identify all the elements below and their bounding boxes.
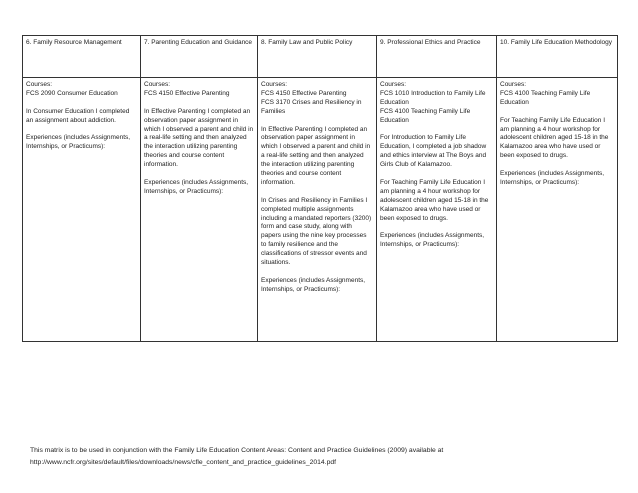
content-cell-10 bbox=[497, 78, 618, 342]
content-row bbox=[23, 78, 618, 342]
cell-paragraph: Courses: FCS 4150 Effective Parenting bbox=[144, 81, 230, 97]
cell-paragraph: Courses: FCS 4150 Effective Parenting FCS 3170 Crises and Resiliency in Families bbox=[261, 81, 362, 115]
cell-paragraph: For Teaching Family Life Education I am planning a 4 hour workshop for adolescent children aged 15-18 in the Kalamazoo area who have used or been exposed to drugs. bbox=[380, 178, 489, 222]
footnote-text: This matrix is to be used in conjunction with the Family Life Education Content Areas: Content and Practice Guidelines (2009) available at bbox=[30, 447, 444, 454]
header-cell-10: 10. Family Life Education Methodology bbox=[497, 36, 618, 78]
cell-paragraph: Courses: FCS 4100 Teaching Family Life Education bbox=[500, 81, 591, 106]
content-cell-7 bbox=[141, 78, 258, 342]
cell-paragraph: For Introduction to Family Life Education, I completed a job shadow and ethics interview at The Boys and Girls Club of Kalamazoo. bbox=[380, 134, 487, 169]
footnote bbox=[30, 445, 610, 469]
footnote-url[interactable]: http://www.ncfr.org/sites/default/files/downloads/news/cfle_content_and_practice_guidelines_2014.pdf bbox=[30, 459, 337, 466]
cell-paragraph: Experiences (includes Assignments, Internships, or Practicums): bbox=[144, 178, 249, 195]
cell-paragraph: Experiences (includes Assignments, Internships, or Practicums): bbox=[380, 232, 485, 249]
content-cell-6 bbox=[23, 78, 141, 342]
cell-paragraph: In Effective Parenting I completed an observation paper assignment in which I observed a parent and child in a real-life setting and then analyzed the interaction utilizing parenting theories and course content information. bbox=[144, 107, 254, 169]
cell-paragraph: Experiences (includes Assignments, Internships, or Practicums): bbox=[500, 170, 605, 186]
header-row bbox=[23, 36, 618, 78]
header-cell-8: 8. Family Law and Public Policy bbox=[258, 36, 377, 78]
content-cell-9 bbox=[377, 78, 497, 342]
content-areas-matrix bbox=[22, 35, 618, 342]
cell-paragraph: Experiences (includes Assignments, Internships, or Practicums): bbox=[261, 276, 366, 293]
header-cell-6: 6. Family Resource Management bbox=[23, 36, 141, 78]
cell-paragraph: In Crises and Resiliency in Families I completed multiple assignments including a mandated reporters (3200) form and case study, along with papers using the nine key processes to family resilience and the classifications of stressor events and situations. bbox=[261, 196, 372, 267]
content-cell-8 bbox=[258, 78, 377, 342]
cell-paragraph: Experiences (includes Assignments, Internships, or Practicums): bbox=[26, 134, 131, 151]
cell-paragraph: Courses: FCS 1010 Introduction to Family Life Education FCS 4100 Teaching Family Life Education bbox=[380, 81, 486, 124]
cell-paragraph: Courses: FCS 2090 Consumer Education bbox=[26, 81, 118, 97]
cell-paragraph: For Teaching Family Life Education I am planning a 4 hour workshop for adolescent children aged 15-18 in the Kalamazoo area who have used or been exposed to drugs. bbox=[500, 116, 609, 160]
header-cell-7: 7. Parenting Education and Guidance bbox=[141, 36, 258, 78]
header-cell-9: 9. Professional Ethics and Practice bbox=[377, 36, 497, 78]
cell-paragraph: In Consumer Education I completed an assignment about addiction. bbox=[26, 107, 130, 124]
cell-paragraph: In Effective Parenting I completed an observation paper assignment in which I observed a parent and child in a real-life setting and then analyzed the interaction utilizing parenting theories and course content information. bbox=[261, 125, 371, 186]
